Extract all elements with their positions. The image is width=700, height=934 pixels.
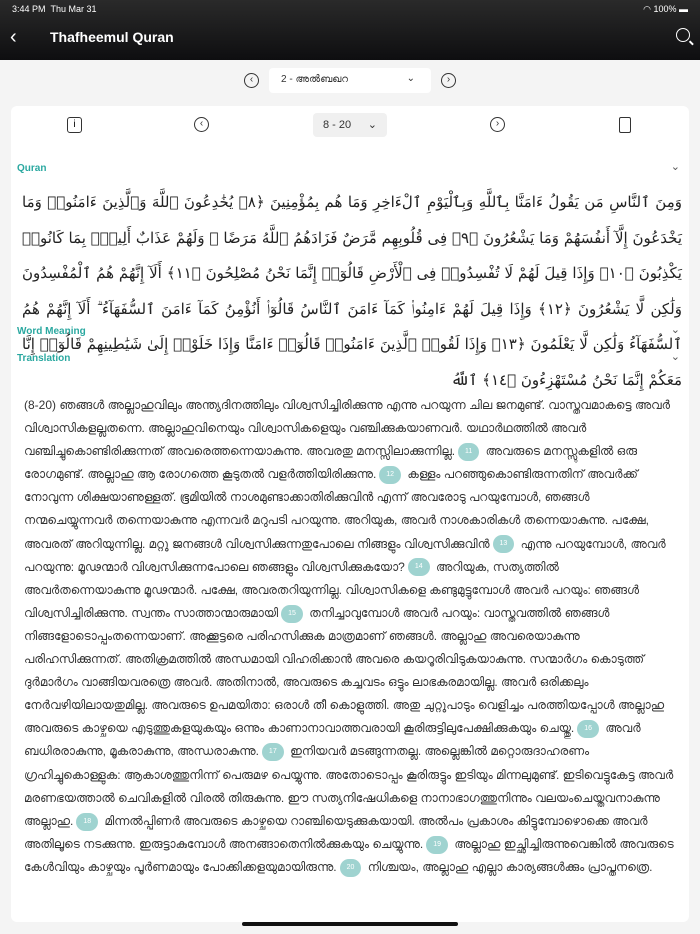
status-date: Thu Mar 31 [50,4,97,14]
translation-segment: അവരുടെ മനസ്സുകളില്‍ ഒരു രോഗമുണ്ട്. അല്ലാഹു ആ രോഗത്തെ കൂടുതല്‍ വളര്‍ത്തിയിരിക്കുന്നു. [24,444,638,482]
translation-segment: തനിച്ചാവുമ്പോള്‍ അവര്‍ പറയും: വാസ്തവത്തില്‍ ഞങ്ങള്‍ നിങ്ങളോടൊപ്പംതന്നെയാണ്. അക്കൂട്ടരെ പരിഹസിക്കുക മാത്രമാണ് ഞങ്ങള്‍. അല്ലാഹു അവരെയാകുന്നു പരിഹസിക്കുന്നത്. അതിക്രമത്തില്‍ അന്ധമായി വിഹരിക്കാന്‍ അവരെ കയറൂരിവിടുകയാകുന്നു. സന്മാര്‍ഗം കൊടുത്ത് ദുര്‍മാര്‍ഗം വാങ്ങിയവരത്രെ അവര്‍. അതിനാല്‍, അവരുടെ കച്ചവടം ഒട്ടും ലാഭകരമായില്ല. അവര്‍ ഒരിക്കലും നേര്‍വഴിയിലായതുമില്ല. അവരുടെ ഉപമയിതാ: ഒരാള്‍ തീ കൊളുത്തി. അതു ചുറ്റുപാടും വെളിച്ചം പരത്തിയപ്പോള്‍ അല്ലാഹു അവരുടെ കാഴ്ചയെ എടുത്തുകളയുകയും ഒന്നും കാണാനാവാത്തവരായി കൂരിരുട്ടിലുപേക്ഷിക്കുകയും ചെയ്തു. [24,605,665,736]
footnote-badge[interactable]: 20 [340,859,362,877]
status-bar [12,4,688,15]
prev-surah-button[interactable]: ‹ [244,73,259,88]
footnote-badge[interactable]: 15 [281,605,303,623]
search-icon[interactable] [676,28,690,42]
translation-segment: എന്നു പറയുമ്പോള്‍, അവര്‍ പറയുന്നു: മൂഢന്മാര്‍ വിശ്വസിക്കുന്നപോലെ ഞങ്ങളും വിശ്വസിക്കുകയോ? [24,536,666,574]
next-surah-button[interactable]: › [441,73,456,88]
footnote-badge[interactable]: 18 [76,813,98,831]
section-quran[interactable]: Quran [17,163,47,174]
chevron-down-icon[interactable]: ⌄ [670,351,680,363]
translation-segment: മിന്നല്‍പ്പിണര്‍ അവരുടെ കാഴ്ചയെ റാഞ്ചിയെടുക്കുകയായി. അല്‍പം പ്രകാശം കിട്ടുമ്പോഴൊക്കെ അവര്‍ അതിലൂടെ നടക്കുന്നു. ഇരുട്ടാകുമ്പോള്‍ അനങ്ങാതെനില്‍ക്കുകയും ചെയ്യുന്നു. [24,813,648,851]
translation-segment: നിശ്ചയം, അല്ലാഹു എല്ലാ കാര്യങ്ങള്‍ക്കും പ്രാപ്തനത്രെ. [367,859,653,874]
section-word-meaning[interactable]: Word Meaning [17,326,86,337]
translation-segment: അവര്‍ ബധിരരാകുന്നു, മൂകരാകുന്നു, അന്ധരാകുന്നു. [24,721,641,759]
footnote-badge[interactable]: 13 [493,535,515,553]
battery-level: 100% [653,4,677,14]
prev-verse-button[interactable]: ‹ [194,117,209,132]
page-title: Thafheemul Quran [50,29,174,45]
verse-range-value: 8 - 20 [323,119,352,131]
footnote-badge[interactable]: 17 [262,743,284,761]
chevron-down-icon: ⌄ [406,73,415,84]
translation-segment: (8-20) ഞങ്ങള്‍ അല്ലാഹുവിലും അന്ത്യദിനത്തിലും വിശ്വസിച്ചിരിക്കുന്നു എന്നു പറയുന്ന ചില ജനമുണ്ട്. വാസ്തവമാകട്ടെ അവര്‍ വിശ്വാസികളല്ലതന്നെ. അല്ലാഹുവിനെയും വിശ്വാസികളെയും വഞ്ചിക്കുകയാണവര്‍. യഥാര്‍ഥത്തില്‍ അവര്‍ വഞ്ചിച്ചുകൊണ്ടിരിക്കുന്നത് അവരെത്തന്നെയാകുന്നു. അവരതു മനസ്സിലാക്കുന്നില്ല. [24,398,671,459]
footnote-badge[interactable]: 16 [577,720,599,738]
footnote-badge[interactable]: 12 [379,466,401,484]
section-translation[interactable]: Translation [17,353,71,364]
bookmark-icon[interactable] [619,117,631,133]
battery-icon: ▬ [679,4,688,14]
translation-segment: അറിയുക, സത്യത്തില്‍ അവര്‍തന്നെയാകുന്നു മൂഢന്മാര്‍. പക്ഷേ, അവരതറിയുന്നില്ല. വിശ്വാസികളെ കണ്ടുമുട്ടുമ്പോള്‍ അവര്‍ പറയും: ഞങ്ങള്‍ വിശ്വസിച്ചിരിക്കുന്നു. സ്വന്തം സാത്താന്മാരുമായി [24,559,640,620]
chevron-down-icon[interactable]: ⌄ [670,161,680,173]
next-verse-button[interactable]: › [490,117,505,132]
info-icon[interactable]: i [67,117,82,133]
footnote-badge[interactable]: 19 [426,836,448,854]
translation-segment: ഇനിയവര്‍ മടങ്ങുന്നതല്ല. അല്ലെങ്കില്‍ മറ്റൊരുദാഹരണം ഗ്രഹിച്ചുകൊള്ളുക: ആകാശത്തുനിന്ന് പെരുമഴ പെയ്യുന്നു. അതോടൊപ്പം കൂരിരുട്ടും ഇടിയും മിന്നലുമുണ്ട്. ഇടിവെട്ടുകേട്ട അവര്‍ മരണഭയത്താല്‍ ചെവികളില്‍ വിരല്‍ തിരുകുന്നു. ഈ സത്യനിഷേധികളെ നാനാഭാഗത്തുനിന്നും വലയംചെയ്തവനാകുന്നു അല്ലാഹു. [24,744,674,828]
translation-segment: അല്ലാഹു ഇച്ഛിച്ചിരുന്നുവെങ്കില്‍ അവരുടെ കേള്‍വിയും കാഴ്ചയും പൂര്‍ണമായും പോക്കിക്കളയുമായിരുന്നു. [24,836,674,874]
status-time: 3:44 PM [12,4,46,14]
surah-select[interactable] [269,68,431,93]
translation-text [24,394,674,879]
app-header [0,0,700,60]
surah-selected: 2 - അൽബഖറ [281,74,348,85]
wifi-icon: ◠ [643,4,651,14]
footnote-badge[interactable]: 14 [408,558,430,576]
arabic-text: وَمِنَ ٱلنَّاسِ مَن يَقُولُ ءَامَنَّا بِٱللَّهِ وَبِٱلْيَوْمِ ٱلْءَاخِرِ وَمَا هُم بِمُؤْمِنِينَ ﴿٨﴾ يُخَٰدِعُونَ ٱللَّهَ وَٱلَّذِينَ ءَامَنُوا۟ وَمَا يَخْدَعُونَ إِلَّآ أَنفُسَهُمْ وَمَا يَشْعُرُونَ ﴿٩﴾ فِى قُلُوبِهِم مَّرَضٌ فَزَادَهُمُ ٱللَّهُ مَرَضًا ۖ وَلَهُمْ عَذَابٌ أَلِيمٌۢ بِمَا كَانُوا۟ يَكْذِبُونَ ﴿١٠﴾ وَإِذَا قِيلَ لَهُمْ لَا تُفْسِدُوا۟ فِى ٱلْأَرْضِ قَالُوٓا۟ إِنَّمَا نَحْنُ مُصْلِحُونَ ﴿١١﴾ أَلَآ إِنَّهُمْ هُمُ ٱلْمُفْسِدُونَ وَلَٰكِن لَّا يَشْعُرُونَ ﴿١٢﴾ وَإِذَا قِيلَ لَهُمْ ءَامِنُوا۟ كَمَآ ءَامَنَ ٱلنَّاسُ قَالُوٓا۟ أَنُؤْمِنُ كَمَآ ءَامَنَ ٱلسُّفَهَآءُ ۗ أَلَآ إِنَّهُمْ هُمُ ٱلسُّفَهَآءُ وَلَٰكِن لَّا يَعْلَمُونَ ﴿١٣﴾ وَإِذَا لَقُوا۟ ٱلَّذِينَ ءَامَنُوا۟ قَالُوٓا۟ ءَامَنَّا وَإِذَا خَلَوْا۟ إِلَىٰ شَيَٰطِينِهِمْ قَالُوٓا۟ إِنَّا مَعَكُمْ إِنَّمَا نَحْنُ مُسْتَهْزِءُونَ ﴿١٤﴾ ٱللَّهُ [22,193,682,389]
translation-segment: കള്ളം പറഞ്ഞുകൊണ്ടിരുന്നതിന് അവര്‍ക്ക് നോവുന്ന ശിക്ഷയാണുള്ളത്. ഭൂമിയില്‍ നാശമുണ്ടാക്കാതിരിക്കുവിന്‍ എന്ന് അവരോടു പറയുമ്പോള്‍, ഞങ്ങള്‍ നന്മചെയ്യുന്നവര്‍ തന്നെയാകുന്നു എന്നവര്‍ മറുപടി പറയുന്നു. അറിയുക, അവര്‍ നാശകാരികള്‍ തന്നെയാകുന്നു. പക്ഷേ, അവരത് അറിയുന്നില്ല. മറ്റു ജനങ്ങള്‍ വിശ്വസിക്കുന്നതുപോലെ നിങ്ങളും വിശ്വസിക്കുവിന്‍ [24,467,649,551]
chevron-down-icon: ⌄ [367,119,377,131]
home-indicator [242,922,458,926]
verse-range-select[interactable] [313,113,387,137]
back-icon[interactable]: ‹ [10,26,17,48]
footnote-badge[interactable]: 11 [458,443,479,461]
chevron-down-icon[interactable]: ⌄ [670,324,680,336]
